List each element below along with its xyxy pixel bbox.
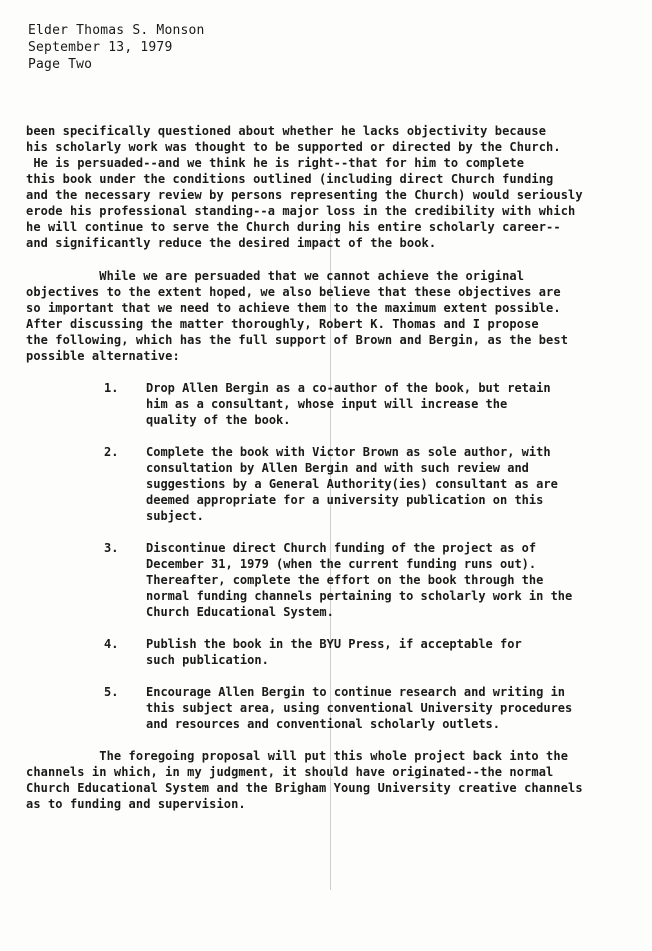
text-line: normal funding channels pertaining to scholarly work in the bbox=[146, 589, 573, 603]
text-line: Thereafter, complete the effort on the book through the bbox=[146, 573, 544, 587]
text-line: him as a consultant, whose input will increase the bbox=[146, 397, 508, 411]
list-item-number: 3. bbox=[104, 541, 119, 555]
text-line: possible alternative: bbox=[26, 349, 180, 363]
text-line: as to funding and supervision. bbox=[26, 797, 246, 811]
text-line: channels in which, in my judgment, it should have originated--the normal bbox=[26, 765, 554, 779]
text-line: erode his professional standing--a major loss in the credibility with which bbox=[26, 204, 576, 218]
text-line: The foregoing proposal will put this whole project back into the bbox=[26, 749, 569, 763]
list-item-number: 1. bbox=[104, 381, 119, 395]
text-line: deemed appropriate for a university publication on this bbox=[146, 493, 544, 507]
text-line: Discontinue direct Church funding of the project as of bbox=[146, 541, 537, 555]
text-line: this subject area, using conventional University procedures bbox=[146, 701, 573, 715]
header-recipient: Elder Thomas S. Monson bbox=[28, 23, 205, 38]
text-line: Encourage Allen Bergin to continue research and writing in bbox=[146, 685, 566, 699]
text-line: Church Educational System and the Brigham Young University creative channels bbox=[26, 781, 583, 795]
text-line: Church Educational System. bbox=[146, 605, 334, 619]
list-item-number: 5. bbox=[104, 685, 119, 699]
text-line: Complete the book with Victor Brown as sole author, with bbox=[146, 445, 551, 459]
paragraph-proposal-intro bbox=[26, 268, 568, 364]
paragraph-objectivity bbox=[26, 123, 583, 251]
header-page-number: Page Two bbox=[28, 57, 93, 72]
text-line: he will continue to serve the Church during his entire scholarly career-- bbox=[26, 220, 561, 234]
text-line: While we are persuaded that we cannot achieve the original bbox=[26, 269, 525, 283]
text-line: been specifically questioned about whether he lacks objectivity because bbox=[26, 124, 547, 138]
text-line: and significantly reduce the desired impact of the book. bbox=[26, 236, 437, 250]
text-line: He is persuaded--and we think he is right--that for him to complete bbox=[26, 156, 525, 170]
text-line: quality of the book. bbox=[146, 413, 291, 427]
text-line: December 31, 1979 (when the current funding runs out). bbox=[146, 557, 537, 571]
list-item-text bbox=[146, 444, 558, 524]
paragraph-conclusion bbox=[26, 748, 583, 812]
list-item-number: 4. bbox=[104, 637, 119, 651]
letter-header bbox=[28, 22, 205, 73]
text-line: Drop Allen Bergin as a co-author of the book, but retain bbox=[146, 381, 551, 395]
text-line: consultation by Allen Bergin and with such review and bbox=[146, 461, 529, 475]
text-line: his scholarly work was thought to be supported or directed by the Church. bbox=[26, 140, 561, 154]
text-line: so important that we need to achieve them to the maximum extent possible. bbox=[26, 301, 561, 315]
list-item-text bbox=[146, 636, 522, 668]
header-date: September 13, 1979 bbox=[28, 40, 173, 55]
list-item-number: 2. bbox=[104, 445, 119, 459]
text-line: Publish the book in the BYU Press, if acceptable for bbox=[146, 637, 522, 651]
text-line: subject. bbox=[146, 509, 204, 523]
text-line: such publication. bbox=[146, 653, 269, 667]
list-item-text bbox=[146, 380, 551, 428]
text-line: suggestions by a General Authority(ies) consultant as are bbox=[146, 477, 558, 491]
text-line: and resources and conventional scholarly outlets. bbox=[146, 717, 501, 731]
text-line: this book under the conditions outlined (including direct Church funding bbox=[26, 172, 554, 186]
list-item-text bbox=[146, 684, 572, 732]
text-line: objectives to the extent hoped, we also believe that these objectives are bbox=[26, 285, 561, 299]
text-line: After discussing the matter thoroughly, Robert K. Thomas and I propose bbox=[26, 317, 539, 331]
text-line: the following, which has the full support of Brown and Bergin, as the best bbox=[26, 333, 569, 347]
text-line: and the necessary review by persons representing the Church) would seriously bbox=[26, 188, 583, 202]
list-item-text bbox=[146, 540, 572, 620]
